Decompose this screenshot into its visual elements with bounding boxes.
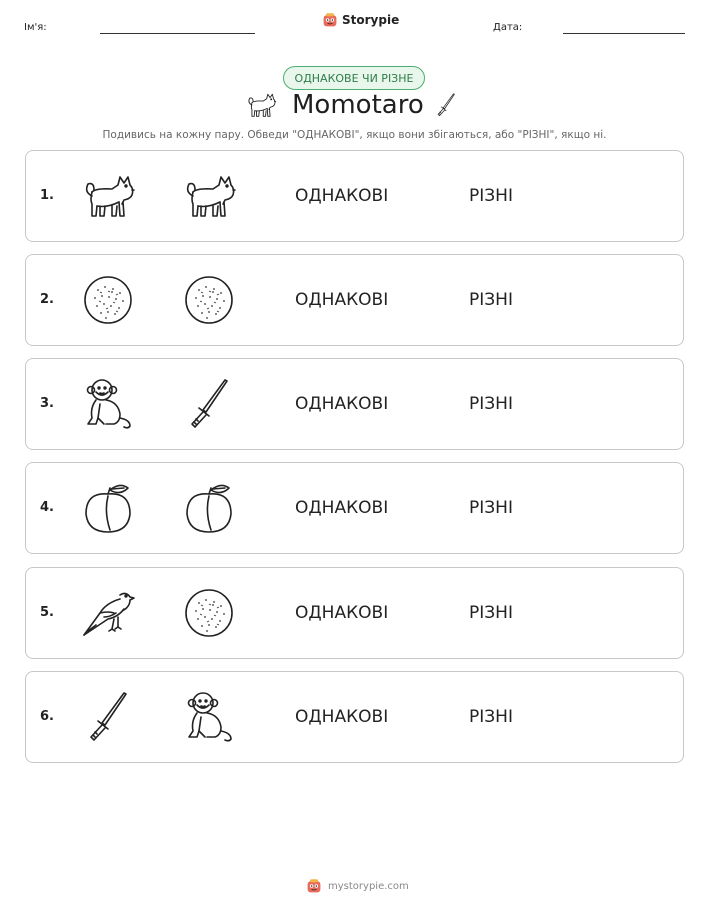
dog-icon	[244, 88, 278, 122]
brand-logo	[322, 12, 399, 28]
dog-icon	[179, 166, 239, 226]
exercise-row	[25, 567, 684, 659]
different-option[interactable]: РІЗНІ	[469, 290, 513, 310]
rice-cake-icon	[179, 270, 239, 330]
same-option[interactable]: ОДНАКОВІ	[295, 394, 389, 414]
name-field[interactable]	[100, 33, 255, 34]
page-title: Momotaro	[292, 90, 424, 120]
different-option[interactable]: РІЗНІ	[469, 707, 513, 727]
row-number: 2.	[40, 292, 54, 307]
sword-icon	[78, 687, 138, 747]
dog-icon	[78, 166, 138, 226]
peach-icon	[78, 478, 138, 538]
different-option[interactable]: РІЗНІ	[469, 394, 513, 414]
date-field[interactable]	[563, 33, 685, 34]
row-number: 5.	[40, 605, 54, 620]
rice-cake-icon	[78, 270, 138, 330]
pheasant-icon	[78, 583, 138, 643]
title-row	[0, 88, 709, 128]
instructions: Подивись на кожну пару. Обведи "ОДНАКОВІ", якщо вони збігаються, або "РІЗНІ", якщо ні.	[102, 129, 607, 141]
peach-icon	[179, 478, 239, 538]
exercise-row	[25, 358, 684, 450]
exercise-row	[25, 254, 684, 346]
same-option[interactable]: ОДНАКОВІ	[295, 498, 389, 518]
exercise-row	[25, 462, 684, 554]
same-option[interactable]: ОДНАКОВІ	[295, 186, 389, 206]
same-option[interactable]: ОДНАКОВІ	[295, 603, 389, 623]
monkey-icon	[179, 687, 239, 747]
same-option[interactable]: ОДНАКОВІ	[295, 707, 389, 727]
sword-icon	[432, 90, 460, 120]
different-option[interactable]: РІЗНІ	[469, 498, 513, 518]
storypie-logo-icon	[322, 12, 338, 28]
row-number: 1.	[40, 188, 54, 203]
rice-cake-icon	[179, 583, 239, 643]
row-number: 6.	[40, 709, 54, 724]
worksheet-tag: ОДНАКОВЕ ЧИ РІЗНЕ	[283, 66, 425, 90]
name-label: Ім'я:	[24, 22, 47, 33]
footer	[306, 878, 409, 894]
exercise-row	[25, 671, 684, 763]
different-option[interactable]: РІЗНІ	[469, 603, 513, 623]
row-number: 4.	[40, 500, 54, 515]
same-option[interactable]: ОДНАКОВІ	[295, 290, 389, 310]
different-option[interactable]: РІЗНІ	[469, 186, 513, 206]
exercise-row	[25, 150, 684, 242]
brand-name: Storypie	[342, 13, 400, 27]
monkey-icon	[78, 374, 138, 434]
date-label: Дата:	[493, 22, 523, 33]
row-number: 3.	[40, 396, 54, 411]
footer-url: mystorypie.com	[328, 880, 409, 892]
storypie-logo-icon	[306, 878, 322, 894]
sword-icon	[179, 374, 239, 434]
